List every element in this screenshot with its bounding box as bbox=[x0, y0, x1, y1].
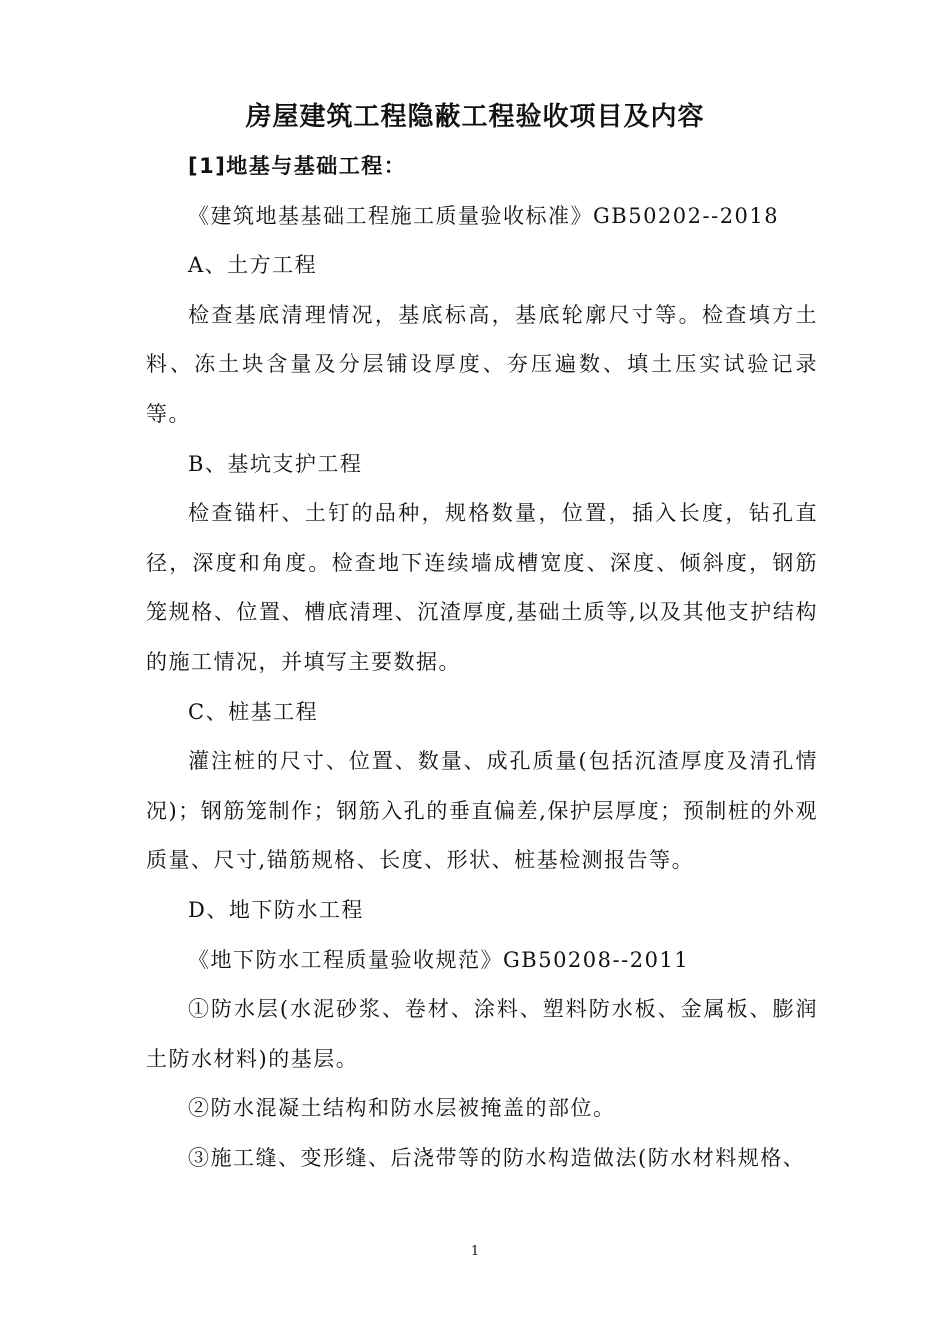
standard-reference-gb50208: 《地下防水工程质量验收规范》GB50208--2011 bbox=[188, 947, 690, 972]
page-number: 1 bbox=[470, 1244, 480, 1259]
standard-reference-gb50202: 《建筑地基基础工程施工质量验收标准》GB50202--2018 bbox=[188, 203, 780, 228]
list-item-joints: ③施工缝、变形缝、后浇带等的防水构造做法(防水材料规格、 bbox=[188, 1145, 806, 1170]
list-item-waterproof-base: ①防水层(水泥砂浆、卷材、涂料、塑料防水板、金属板、膨润土防水材料)的基层。 bbox=[146, 997, 818, 1071]
document-title: 房屋建筑工程隐蔽工程验收项目及内容 bbox=[245, 102, 705, 132]
document-body bbox=[146, 142, 818, 1183]
item-heading-pit-support: B、基坑支护工程 bbox=[188, 451, 363, 476]
item-heading-earthwork: A、土方工程 bbox=[188, 253, 318, 278]
item-text-pit-support: 检查锚杆、土钉的品种，规格数量，位置，插入长度，钻孔直径，深度和角度。检查地下连续墙成槽宽度、深度、倾斜度，钢筋笼规格、位置、槽底清理、沉渣厚度,基础土质等,以及其他支护结构的施工情况，并填写主要数据。 bbox=[146, 501, 818, 674]
item-text-pile-foundation: 灌注桩的尺寸、位置、数量、成孔质量(包括沉渣厚度及清孔情况)；钢筋笼制作；钢筋入孔的垂直偏差,保护层厚度；预制桩的外观质量、尺寸,锚筋规格、长度、形状、桩基检测报告等。 bbox=[146, 749, 818, 873]
item-heading-pile-foundation: C、桩基工程 bbox=[188, 699, 319, 724]
section-heading-foundation: [1]地基与基础工程： bbox=[188, 154, 407, 178]
item-text-earthwork: 检查基底清理情况，基底标高，基底轮廓尺寸等。检查填方土料、冻土块含量及分层铺设厚度、夯压遍数、填土压实试验记录等。 bbox=[146, 302, 818, 426]
list-item-concealed-parts: ②防水混凝土结构和防水层被掩盖的部位。 bbox=[188, 1096, 616, 1121]
item-heading-underground-waterproofing: D、地下防水工程 bbox=[188, 897, 364, 922]
